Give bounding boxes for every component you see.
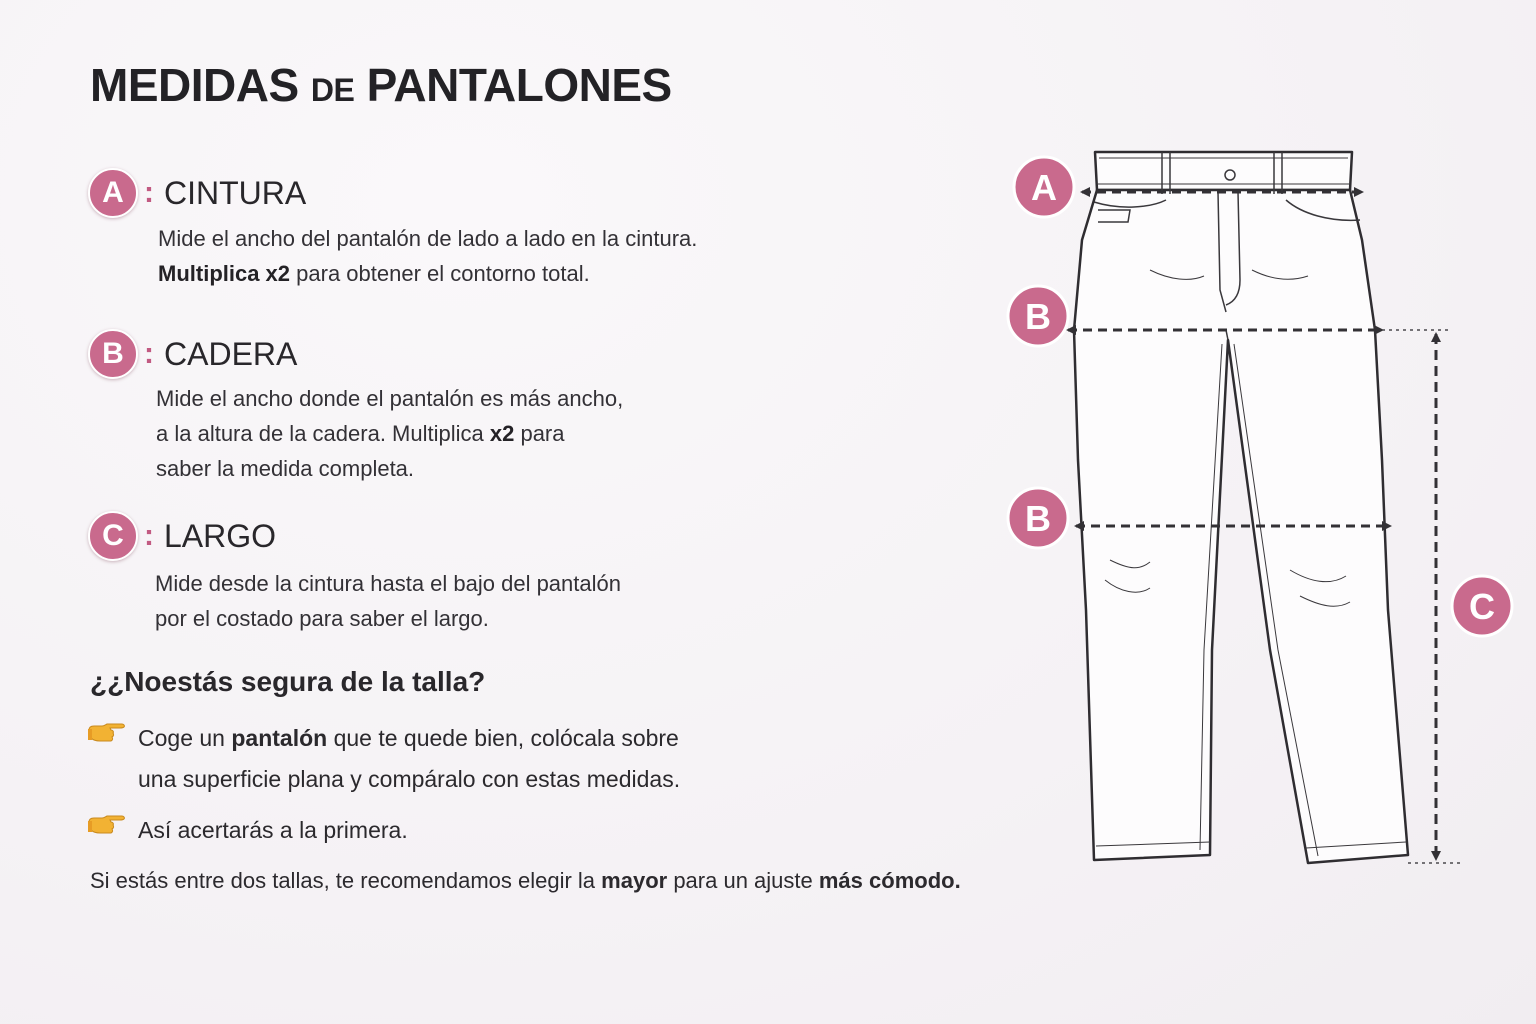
tip-2: [86, 810, 408, 851]
section-b-title: CADERA: [164, 335, 298, 372]
svg-text:C: C: [1469, 586, 1495, 627]
tip-1-line-2: una superficie plana y compáralo con estas medidas.: [138, 766, 681, 792]
diagram-badge-c: [1452, 576, 1512, 636]
section-c-header: [88, 511, 276, 561]
section-b-line-3: saber la medida completa.: [156, 456, 415, 481]
diagram-badge-a: [1014, 157, 1074, 217]
section-b-colon: :: [144, 337, 154, 370]
section-a-colon: :: [144, 176, 154, 209]
pointing-hand-icon: [86, 810, 126, 840]
section-c-line-1: Mide desde la cintura hasta el bajo del pantalón: [155, 571, 621, 596]
section-c-title: LARGO: [164, 517, 277, 554]
svg-text:A: A: [1031, 167, 1057, 208]
section-b-description: [156, 381, 623, 486]
section-b-line-2: a la altura de la cadera. Multiplica x2 para: [156, 421, 565, 446]
badge-a: A: [88, 168, 138, 218]
trousers-outline: [1074, 152, 1408, 863]
section-c-description: [155, 566, 621, 636]
section-a-line-2: Multiplica x2 para obtener el contorno total.: [158, 261, 590, 286]
title-part-pantalones: PANTALONES: [366, 59, 672, 111]
badge-c: C: [88, 511, 138, 561]
section-a-header: [88, 168, 306, 218]
tip-1-line-1: Coge un pantalón que te quede bien, colócala sobre: [138, 725, 679, 751]
section-c-colon: :: [144, 519, 154, 552]
pointing-hand-icon: [86, 718, 126, 748]
tip-2-text: Así acertarás a la primera.: [138, 817, 408, 843]
diagram-badge-b-top: [1008, 286, 1068, 346]
svg-text:B: B: [1025, 498, 1051, 539]
section-a-title: CINTURA: [164, 174, 307, 211]
section-c-line-2: por el costado para saber el largo.: [155, 606, 489, 631]
svg-text:B: B: [1025, 296, 1051, 337]
section-b-header: [88, 329, 297, 379]
trousers-measurement-diagram: [990, 130, 1530, 890]
title-part-de: DE: [310, 72, 355, 108]
section-a-line-1: Mide el ancho del pantalón de lado a lado en la cintura.: [158, 226, 698, 251]
diagram-badge-b-low: [1008, 488, 1068, 548]
tip-1: [86, 718, 680, 800]
badge-b: B: [88, 329, 138, 379]
page-title: [90, 58, 672, 112]
size-question-heading: ¿¿Noestás segura de la talla?: [90, 666, 486, 697]
section-a-description: [158, 221, 697, 291]
title-part-medidas: MEDIDAS: [90, 59, 299, 111]
footer-recommendation: Si estás entre dos tallas, te recomendamos elegir la mayor para un ajuste más cómodo.: [90, 868, 961, 893]
tip-1-text: [138, 718, 680, 800]
section-b-line-1: Mide el ancho donde el pantalón es más ancho,: [156, 386, 624, 411]
